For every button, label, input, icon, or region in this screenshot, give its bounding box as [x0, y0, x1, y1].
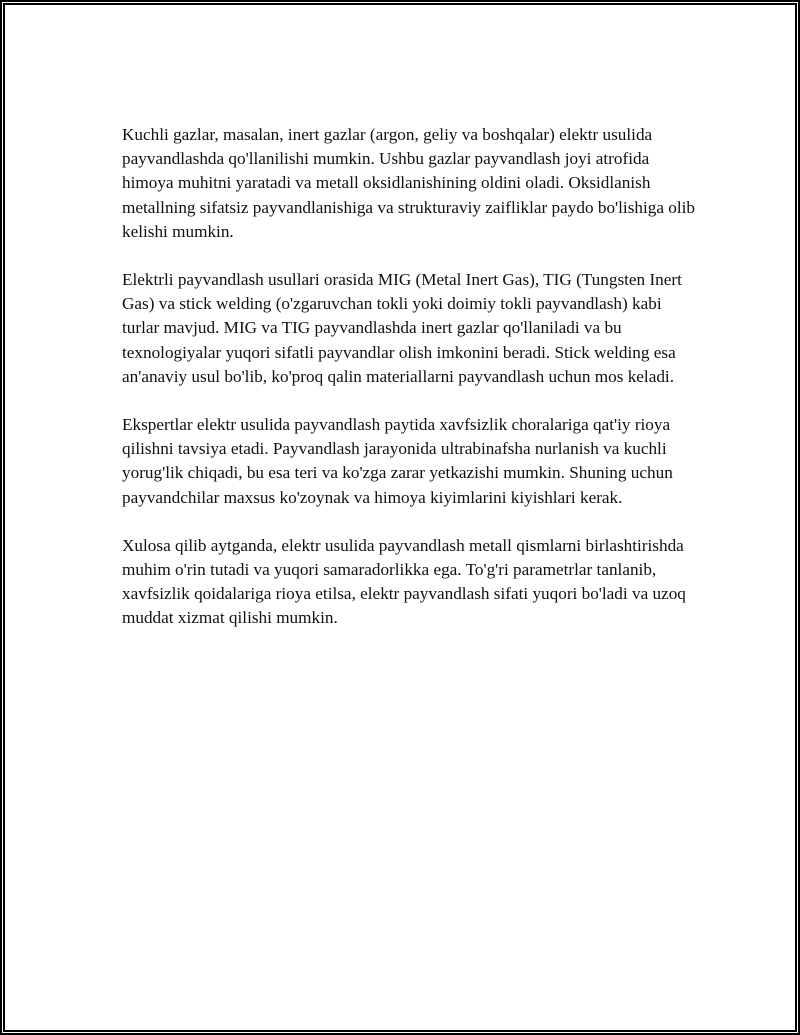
paragraph-1: Kuchli gazlar, masalan, inert gazlar (argon, geliy va boshqalar) elektr usulida payvandlashda qo'llanilishi mumkin. Ushbu gazlar payvandlash joyi atrofida himoya muhitni yaratadi va metall oksidlanishining oldini oladi. Oksidlanish metallning sifatsiz payvandlanishiga va strukturaviy zaifliklar paydo bo'lishiga olib kelishi mumkin. — [122, 125, 696, 241]
paragraph-3: Ekspertlar elektr usulida payvandlash paytida xavfsizlik choralariga qat'iy rioya qilishni tavsiya etadi. Payvandlash jarayonida ultrabinafsha nurlanish va kuchli yorug'lik chiqadi, bu esa teri va ko'zga zarar yetkazishi mumkin. Shuning uchun payvandchilar maxsus ko'zoynak va himoya kiyimlarini kiyishlari kerak. — [122, 415, 673, 507]
document-body — [122, 123, 702, 655]
paragraph-2: Elektrli payvandlash usullari orasida MIG (Metal Inert Gas), TIG (Tungsten Inert Gas) va stick welding (o'zgaruvchan tokli yoki doimiy tokli payvandlash) kabi turlar mavjud. MIG va TIG payvandlashda inert gazlar qo'llaniladi va bu texnologiyalar yuqori sifatli payvandlar olish imkonini beradi. Stick welding esa an'anaviy usul bo'lib, ko'proq qalin materiallarni payvandlash uchun mos keladi. — [122, 270, 682, 386]
paragraph-4: Xulosa qilib aytganda, elektr usulida payvandlash metall qismlarni birlashtirishda muhim o'rin tutadi va yuqori samaradorlikka ega. To'g'ri parametrlar tanlanib, xavfsizlik qoidalariga rioya etilsa, elektr payvandlash sifati yuqori bo'ladi va uzoq muddat xizmat qilishi mumkin. — [122, 535, 686, 628]
